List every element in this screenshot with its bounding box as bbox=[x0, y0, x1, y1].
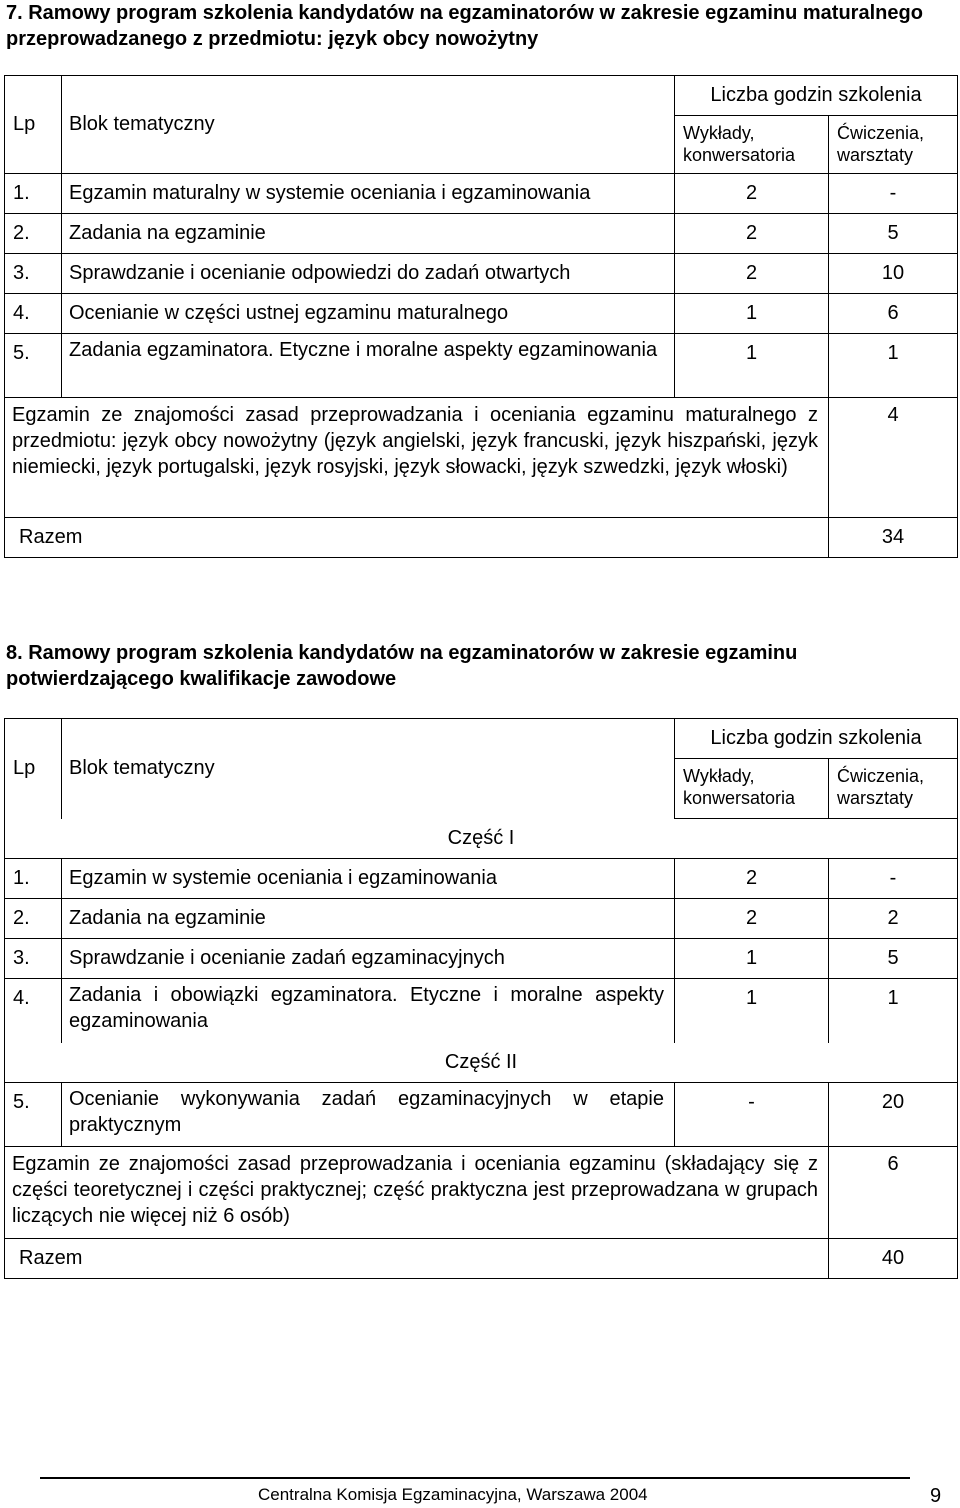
row-lp: 2. bbox=[5, 214, 62, 254]
table-row bbox=[5, 174, 958, 214]
table-row bbox=[5, 254, 958, 294]
row-topic: Zadania na egzaminie bbox=[62, 899, 675, 939]
exam-row bbox=[5, 1147, 958, 1239]
table-row bbox=[5, 1083, 958, 1147]
row-wyklady: 1 bbox=[675, 294, 829, 334]
table-row bbox=[5, 334, 958, 398]
total-value: 40 bbox=[829, 1239, 958, 1279]
row-topic: Sprawdzanie i ocenianie zadań egzaminacyjnych bbox=[62, 939, 675, 979]
part-row bbox=[5, 1043, 958, 1083]
row-wyklady: 2 bbox=[675, 174, 829, 214]
table-row bbox=[5, 859, 958, 899]
part-2-label: Część II bbox=[5, 1043, 958, 1083]
row-lp: 1. bbox=[5, 859, 62, 899]
row-wyklady: 2 bbox=[675, 899, 829, 939]
row-topic: Egzamin w systemie oceniania i egzaminowania bbox=[62, 859, 675, 899]
table-header-row bbox=[5, 719, 958, 759]
exam-hours: 4 bbox=[829, 398, 958, 518]
row-cwiczenia: 5 bbox=[829, 939, 958, 979]
row-lp: 1. bbox=[5, 174, 62, 214]
row-wyklady: - bbox=[675, 1083, 829, 1147]
header-cwiczenia: Ćwiczenia, warsztaty bbox=[829, 759, 958, 819]
total-label: Razem bbox=[5, 518, 829, 558]
table-row bbox=[5, 979, 958, 1043]
row-cwiczenia: 1 bbox=[829, 334, 958, 398]
footer-text: Centralna Komisja Egzaminacyjna, Warszawa 2004 bbox=[258, 1485, 648, 1504]
row-wyklady: 2 bbox=[675, 214, 829, 254]
exam-row bbox=[5, 398, 958, 518]
part-1-label: Część I bbox=[5, 819, 958, 859]
row-topic: Egzamin maturalny w systemie oceniania i egzaminowania bbox=[62, 174, 675, 214]
part-row bbox=[5, 819, 958, 859]
row-lp: 5. bbox=[5, 334, 62, 398]
table-row bbox=[5, 294, 958, 334]
section-8-heading: 8. Ramowy program szkolenia kandydatów na egzaminatorów w zakresie egzaminu potwierdzającego kwalifikacje zawodowe bbox=[6, 642, 798, 690]
row-wyklady: 1 bbox=[675, 939, 829, 979]
exam-hours: 6 bbox=[829, 1147, 958, 1239]
row-lp: 4. bbox=[5, 979, 62, 1043]
header-lp: Lp bbox=[5, 719, 62, 819]
row-cwiczenia: 10 bbox=[829, 254, 958, 294]
footer-divider bbox=[40, 1477, 910, 1479]
table-row bbox=[5, 214, 958, 254]
header-blok: Blok tematyczny bbox=[62, 76, 675, 174]
header-liczba: Liczba godzin szkolenia bbox=[675, 719, 958, 759]
row-topic: Zadania na egzaminie bbox=[62, 214, 675, 254]
header-lp: Lp bbox=[5, 76, 62, 174]
row-cwiczenia: 1 bbox=[829, 979, 958, 1043]
row-lp: 3. bbox=[5, 254, 62, 294]
row-cwiczenia: 5 bbox=[829, 214, 958, 254]
total-value: 34 bbox=[829, 518, 958, 558]
row-wyklady: 1 bbox=[675, 334, 829, 398]
row-topic: Sprawdzanie i ocenianie odpowiedzi do zadań otwartych bbox=[62, 254, 675, 294]
header-liczba: Liczba godzin szkolenia bbox=[675, 76, 958, 116]
row-lp: 4. bbox=[5, 294, 62, 334]
table-row bbox=[5, 899, 958, 939]
row-cwiczenia: 20 bbox=[829, 1083, 958, 1147]
total-row bbox=[5, 518, 958, 558]
header-wyklady: Wykłady, konwersatoria bbox=[675, 116, 829, 174]
table-section-7 bbox=[4, 75, 958, 558]
exam-text: Egzamin ze znajomości zasad przeprowadzania i oceniania egzaminu (składający się z części teoretycznej i części praktycznej; część praktyczna jest przeprowadzana w grupach liczących nie więcej niż 6 osób) bbox=[5, 1147, 829, 1239]
row-cwiczenia: - bbox=[829, 174, 958, 214]
row-lp: 2. bbox=[5, 899, 62, 939]
table-header-row bbox=[5, 76, 958, 116]
row-lp: 5. bbox=[5, 1083, 62, 1147]
row-wyklady: 2 bbox=[675, 254, 829, 294]
header-cwiczenia: Ćwiczenia, warsztaty bbox=[829, 116, 958, 174]
header-wyklady: Wykłady, konwersatoria bbox=[675, 759, 829, 819]
total-row bbox=[5, 1239, 958, 1279]
header-blok: Blok tematyczny bbox=[62, 719, 675, 819]
row-topic: Ocenianie w części ustnej egzaminu maturalnego bbox=[62, 294, 675, 334]
row-cwiczenia: 6 bbox=[829, 294, 958, 334]
row-lp: 3. bbox=[5, 939, 62, 979]
row-wyklady: 2 bbox=[675, 859, 829, 899]
exam-text: Egzamin ze znajomości zasad przeprowadzania i oceniania egzaminu maturalnego z przedmiotu: język obcy nowożytny (język angielski, język francuski, język hiszpański, język niemiecki, język portugalski, język rosyjski, język słowacki, język szwedzki, język włoski) bbox=[5, 398, 829, 518]
page-number: 9 bbox=[930, 1485, 942, 1507]
row-cwiczenia: - bbox=[829, 859, 958, 899]
row-wyklady: 1 bbox=[675, 979, 829, 1043]
row-topic: Ocenianie wykonywania zadań egzaminacyjnych w etapie praktycznym bbox=[62, 1083, 675, 1147]
row-cwiczenia: 2 bbox=[829, 899, 958, 939]
table-section-8 bbox=[4, 718, 958, 1279]
table-row bbox=[5, 939, 958, 979]
row-topic: Zadania i obowiązki egzaminatora. Etyczne i moralne aspekty egzaminowania bbox=[62, 979, 675, 1043]
section-7-heading: 7. Ramowy program szkolenia kandydatów na egzaminatorów w zakresie egzaminu maturalnego przeprowadzanego z przedmiotu: język obcy nowożytny bbox=[6, 2, 923, 50]
total-label: Razem bbox=[5, 1239, 829, 1279]
row-topic: Zadania egzaminatora. Etyczne i moralne aspekty egzaminowania bbox=[62, 334, 675, 398]
